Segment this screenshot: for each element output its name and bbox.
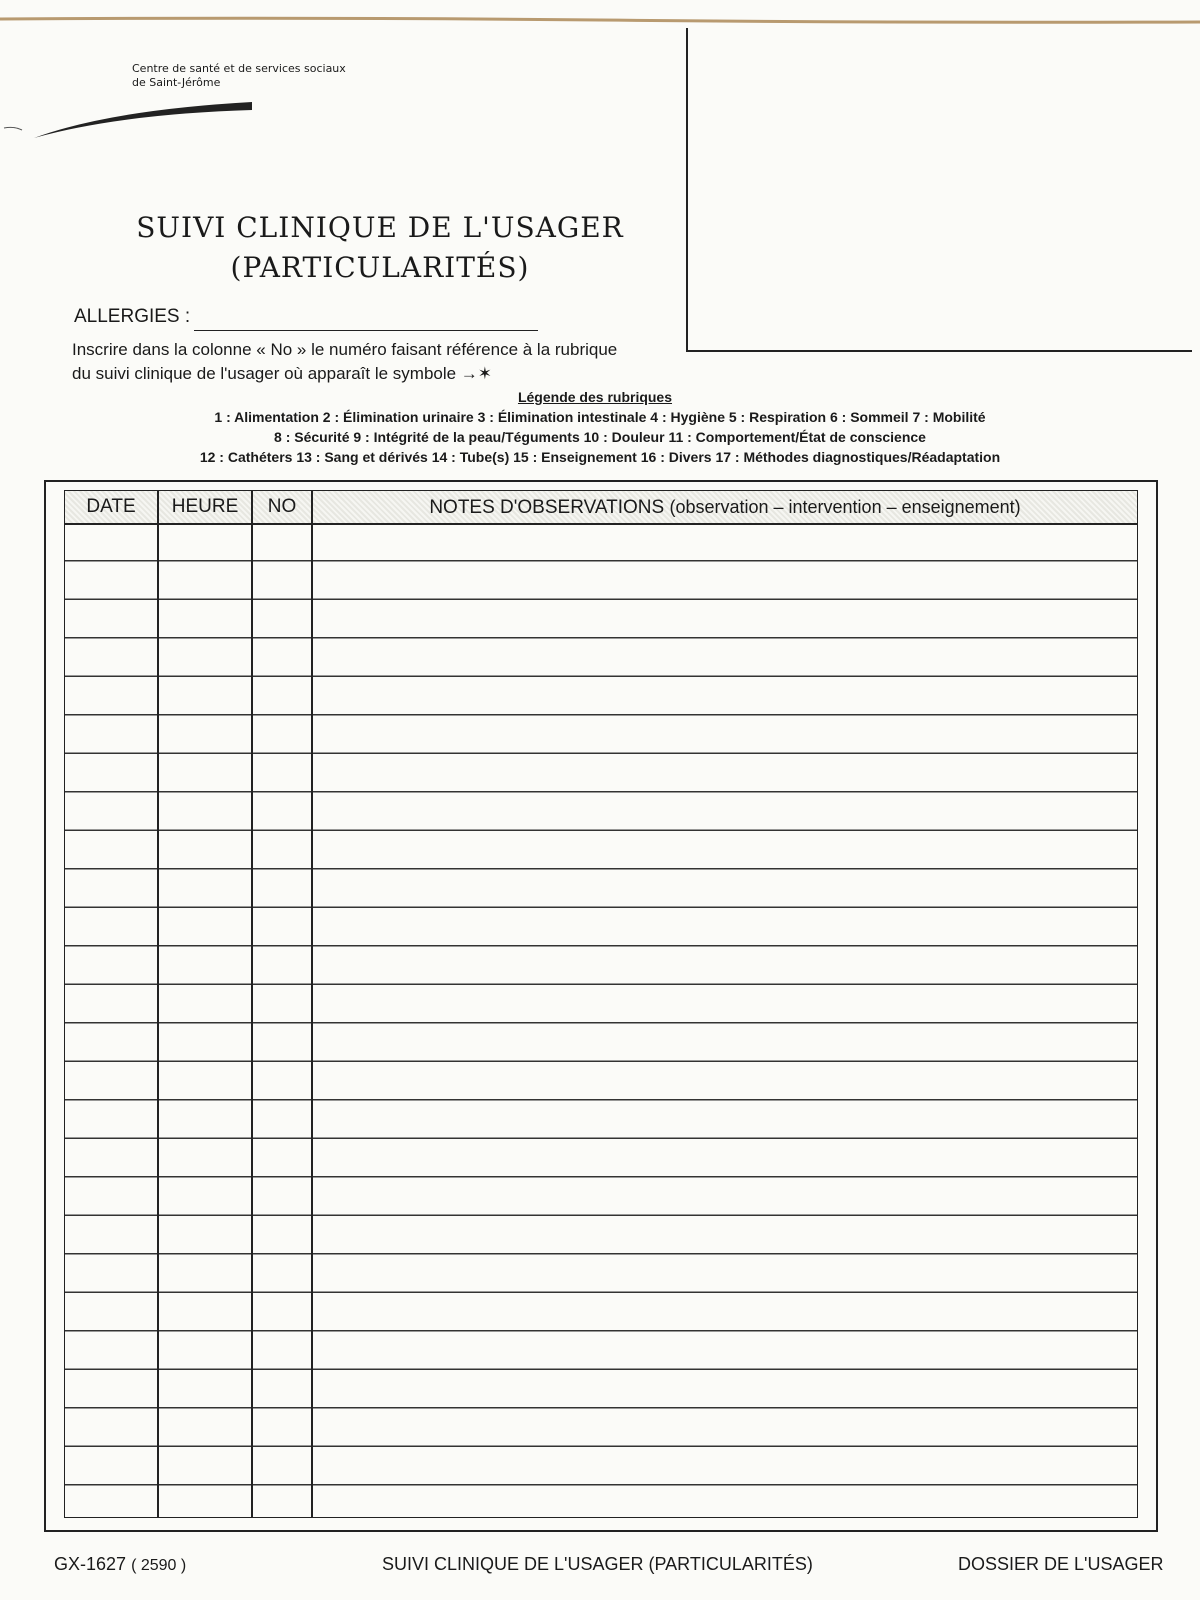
allergies-field[interactable] [194,330,538,331]
observation-table-grid [64,490,1138,1518]
organization-name [132,62,346,90]
legend-line-2: 8 : Sécurité 9 : Intégrité de la peau/Téguments 10 : Douleur 11 : Comportement/État de conscience [274,429,926,445]
organization-logo [0,96,260,156]
legend-line-3: 12 : Cathéters 13 : Sang et dérivés 14 : Tube(s) 15 : Enseignement 16 : Divers 17 : Méthodes diagnostiques/Réadaptation [199,449,1001,465]
column-divider-date [157,491,159,1517]
scan-top-edge [0,14,1200,24]
column-divider-no [311,491,313,1517]
column-divider-heure [251,491,253,1517]
form-title-line-2: (PARTICULARITÉS) [230,251,530,284]
form-title-line-1: SUIVI CLINIQUE DE L'USAGER [136,211,624,244]
form-code [54,1554,186,1575]
table-writing-rows[interactable] [65,523,1137,1517]
form-title [120,208,640,288]
footer-dossier: DOSSIER DE L'USAGER [958,1554,1164,1574]
observation-table [44,480,1158,1532]
header-no: NO [267,496,297,517]
patient-identification-box [686,28,1192,352]
header-heure: HEURE [171,496,239,517]
instructions [72,338,672,386]
organization-line-1: Centre de santé et de services sociaux [132,62,346,75]
instructions-line-2: du suivi clinique de l'usager où apparaît le symbole →✶ [72,364,493,383]
header-notes [313,491,1137,523]
form-code-number: GX-1627 [54,1554,127,1574]
header-notes-subtitle: (observation – intervention – enseignement) [669,497,1021,517]
legend-title: Légende des rubriques [517,389,673,405]
table-header-row [65,491,1137,525]
header-notes-title: NOTES D'OBSERVATIONS [429,497,665,518]
header-date: DATE [86,496,136,517]
allergies-label: ALLERGIES : [74,306,191,327]
footer-form-title: SUIVI CLINIQUE DE L'USAGER (PARTICULARITÉS) [382,1554,813,1574]
instructions-line-1: Inscrire dans la colonne « No » le numéro faisant référence à la rubrique [72,340,618,359]
organization-line-2: de Saint-Jérôme [132,76,221,89]
form-code-sub: ( 2590 ) [131,1557,187,1574]
legend-line-1: 1 : Alimentation 2 : Élimination urinaire 3 : Élimination intestinale 4 : Hygiène 5 : Respiration 6 : Sommeil 7 : Mobilité [214,409,986,425]
